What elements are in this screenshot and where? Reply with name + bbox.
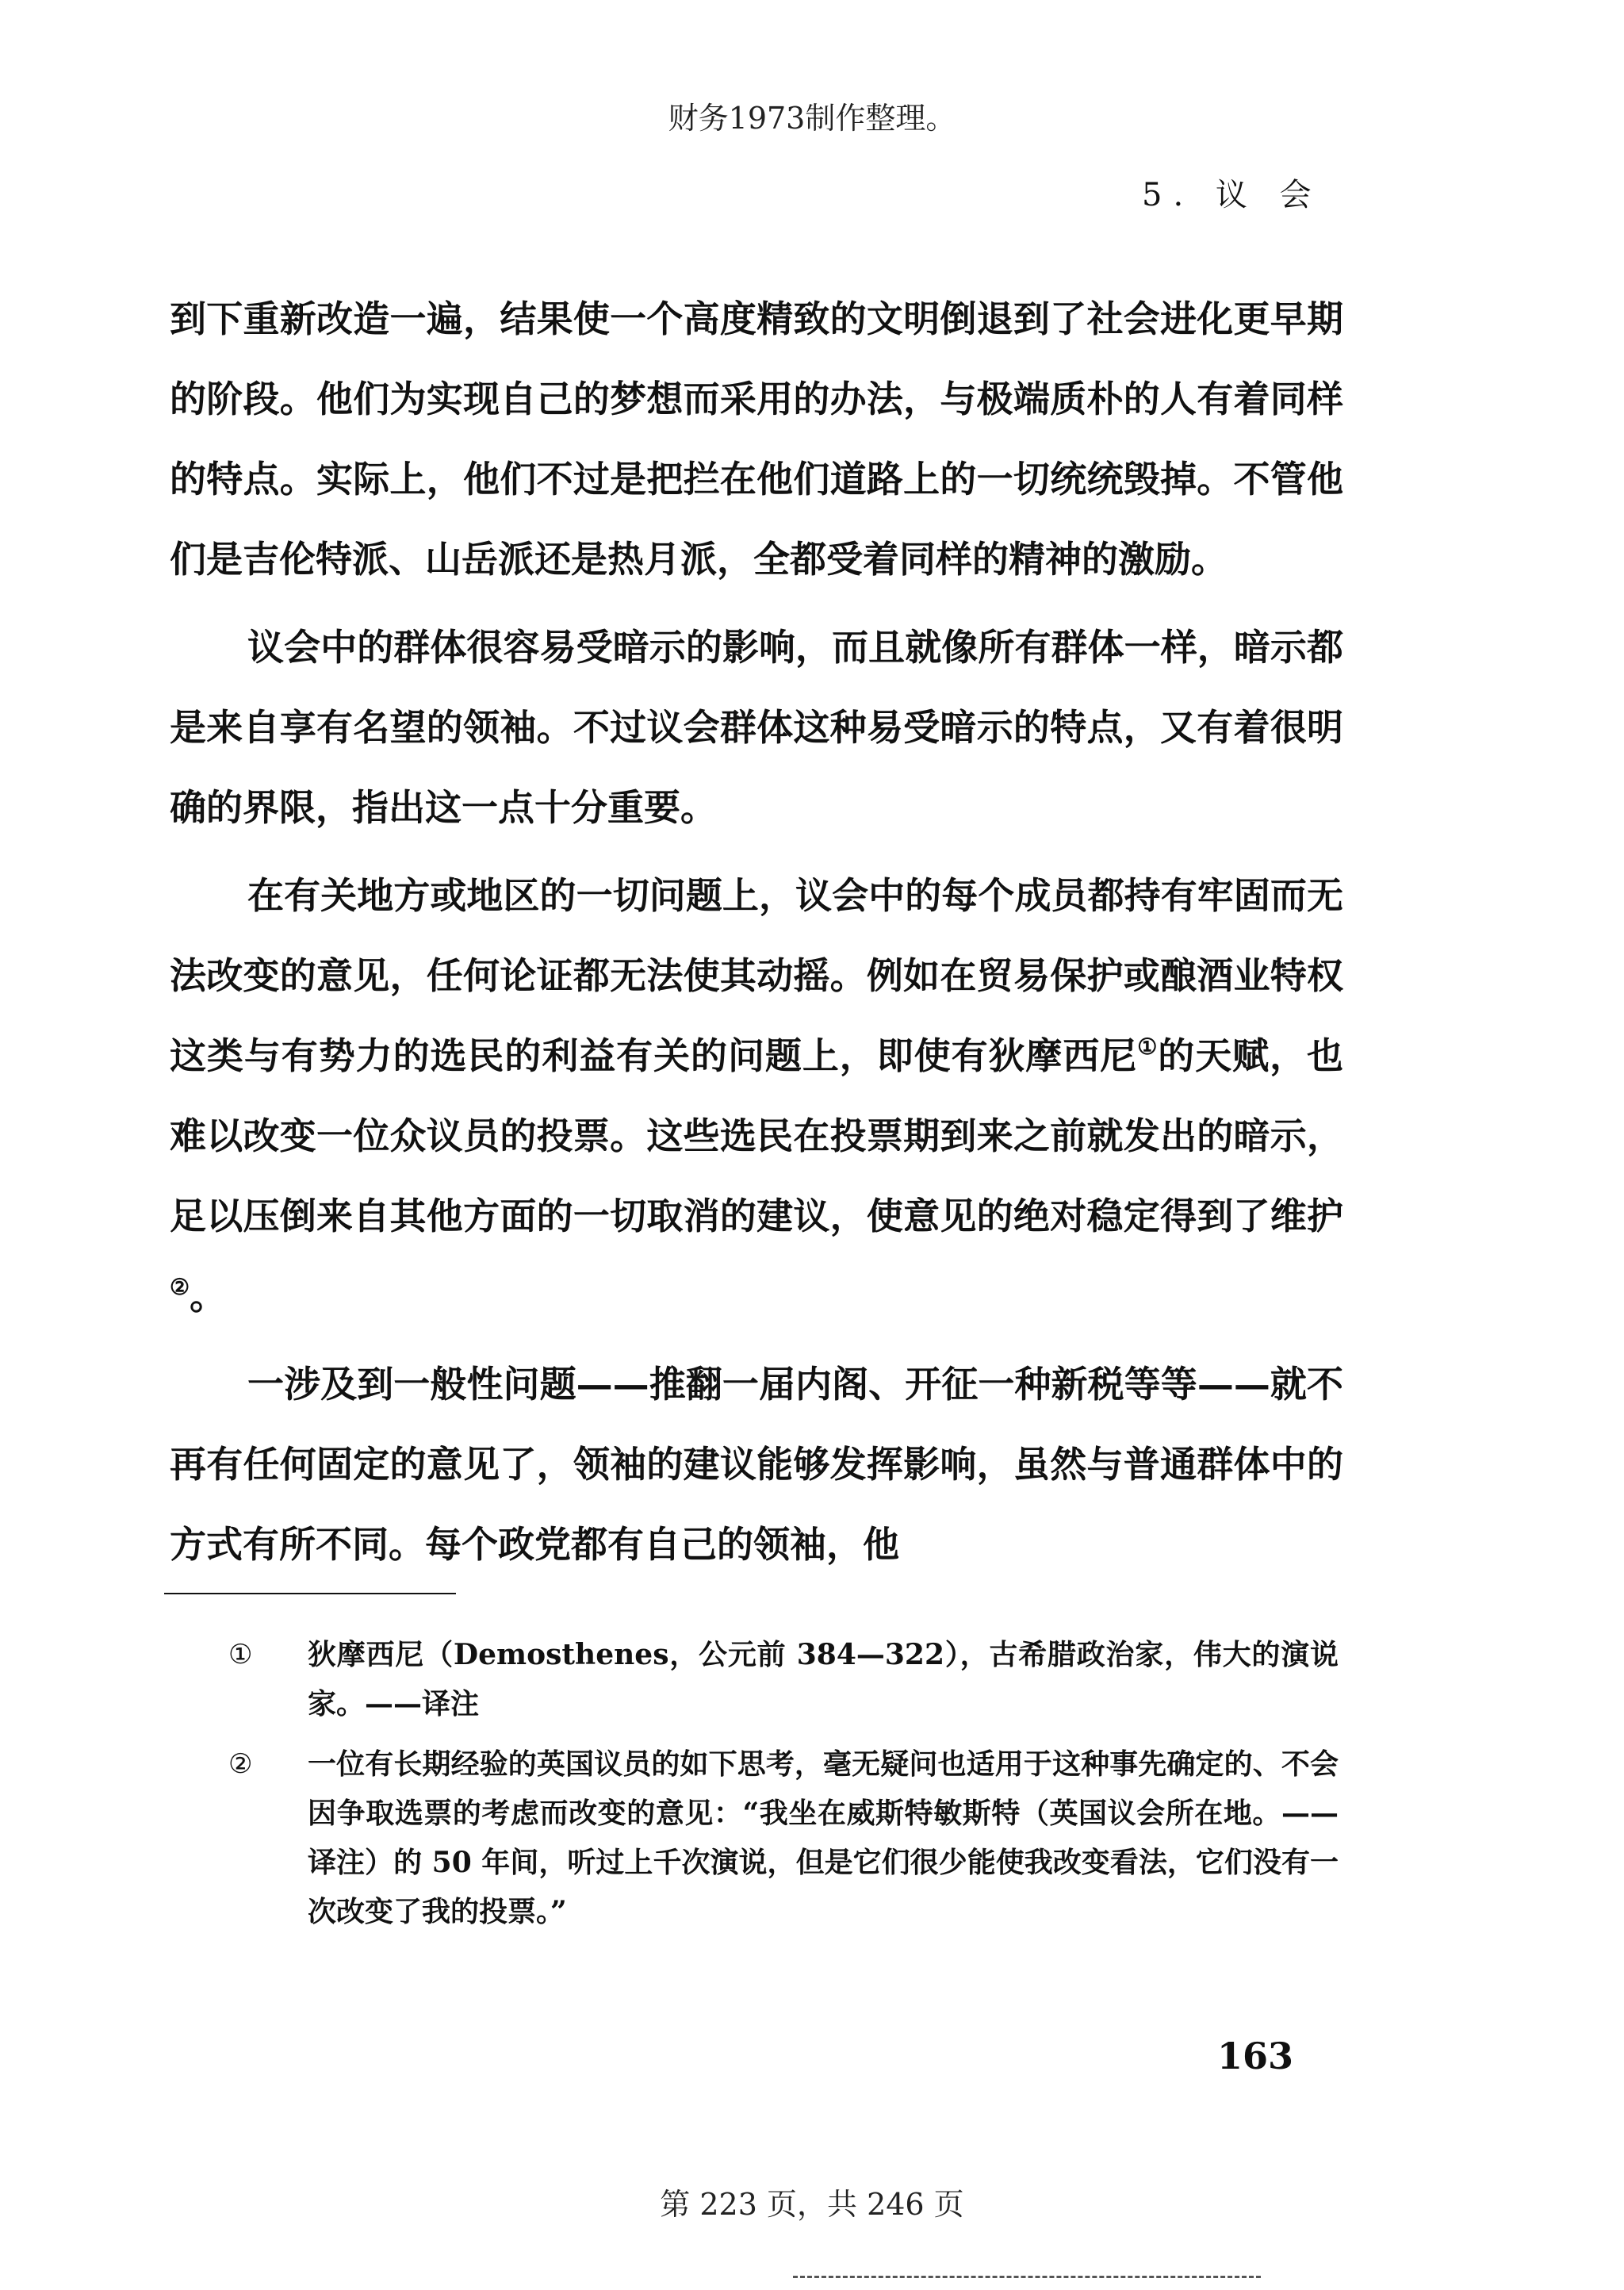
footnote-1-mark: ① (228, 1639, 253, 1671)
running-head: 5. 议 会 (1142, 177, 1323, 213)
paragraph-1: 到下重新改造一遍，结果使一个高度精致的文明倒退到了社会进化更早期的阶段。他们为实现自己的梦想而采用的办法，与极端质朴的人有着同样的特点。实际上，他们不过是把拦在他们道路上的一切统统毁掉。不管他们是吉伦特派、山岳派还是热月派，全都受着同样的精神的激励。 (170, 297, 1343, 581)
paragraph-3-part-1: 在有关地方或地区的一切问题上，议会中的每个成员都持有牢固而无法改变的意见，任何论证都无法使其动摇。例如在贸易保护或酿酒业特权这类与有势力的选民的利益有关的问题上，即使有狄摩西尼 (170, 874, 1343, 1077)
footnote-divider (164, 1593, 456, 1594)
paragraph-3-part-2: 的天赋，也难以改变一位众议员的投票。这些选民在投票期到来之前就发出的暗示，足以压倒来自其他方面的一切取消的建议，使意见的绝对稳定得到了维护 (170, 1034, 1344, 1237)
page-number: 163 (1217, 2035, 1294, 2077)
footnote-ref-2: ② (170, 1274, 190, 1300)
footnote-1-text: 狄摩西尼（Demosthenes，公元前 384—322），古希腊政治家，伟大的演说家。——译注 (308, 1638, 1339, 1720)
footnotes (228, 1630, 1339, 1947)
footnote-1 (228, 1630, 1339, 1728)
paragraph-4: 一涉及到一般性问题——推翻一届内阁、开征一种新税等等——就不再有任何固定的意见了，领袖的建议能够发挥影响，虽然与普通群体中的方式有所不同。每个政党都有自己的领袖，他 (170, 1363, 1343, 1566)
paragraph-3 (170, 856, 1343, 1337)
footnote-2-text: 一位有长期经验的英国议员的如下思考，毫无疑问也适用于这种事先确定的、不会因争取选票的考虑而改变的意见：“我坐在威斯特敏斯特（英国议会所在地。——译注）的 50 年间，听过上千次演说，但是它们很少能使我改变看法，它们没有一次改变了我的投票。” (308, 1747, 1339, 1928)
footnote-2 (228, 1740, 1339, 1936)
paragraph-2: 议会中的群体很容易受暗示的影响，而且就像所有群体一样，暗示都是来自享有名望的领袖。不过议会群体这种易受暗示的特点，又有着很明确的界限，指出这一点十分重要。 (170, 626, 1343, 829)
scan-artifact-rule (793, 2276, 1261, 2278)
page-info: 第 223 页，共 246 页 (660, 2187, 964, 2222)
watermark-text: 财务1973制作整理。 (668, 101, 956, 136)
footnote-2-mark: ② (228, 1748, 253, 1780)
main-text (170, 279, 1343, 1585)
footnote-ref-1: ① (1137, 1034, 1159, 1060)
paragraph-3-part-3: 。 (190, 1275, 227, 1318)
